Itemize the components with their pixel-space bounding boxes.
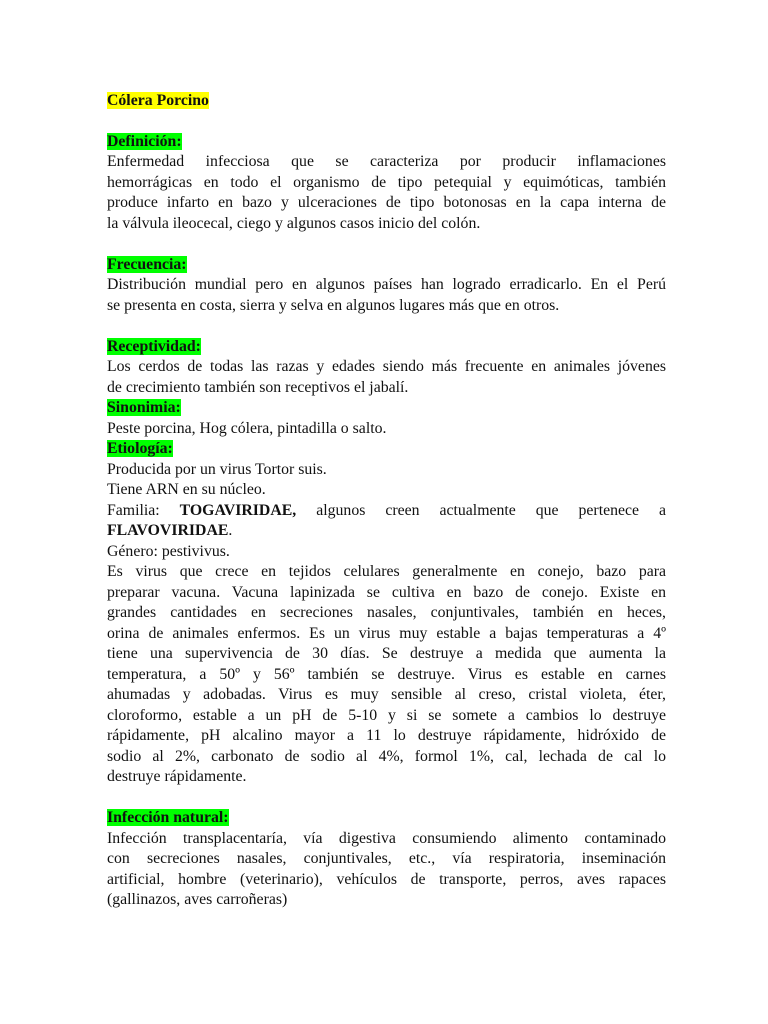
paragraph-line: Enfermedad infecciosa que se caracteriza por producir inflamaciones: [107, 153, 666, 170]
section-heading: Etiología:: [107, 440, 173, 457]
section-infeccion-natural: [107, 808, 666, 911]
paragraph-line: preparar vacuna. Vacuna lapinizada se cultiva en bazo de conejo. Existe en: [107, 583, 666, 601]
paragraph-line: orina de animales enfermos. Es un virus muy estable a bajas temperaturas a 4º: [107, 624, 666, 642]
paragraph-line: destruye rápidamente.: [107, 768, 247, 785]
section-receptividad: [107, 337, 666, 399]
familia-line-cont: FLAVOVIRIDAE.: [107, 522, 233, 539]
paragraph-line: Los cerdos de todas las razas y edades siendo más frecuente en animales jóvenes: [107, 358, 666, 375]
title-highlight: Cólera Porcino: [107, 92, 209, 109]
familia-name: TOGAVIRIDAE,: [179, 501, 297, 519]
paragraph-line: rápidamente, pH alcalino mayor a 11 lo destruye rápidamente, hidróxido de: [107, 727, 666, 744]
section-heading: Infección natural:: [107, 809, 229, 826]
paragraph-line: grandes cantidades en secreciones nasales, conjuntivales, también en heces,: [107, 604, 666, 621]
paragraph-line: Infección transplacentaría, vía digestiva consumiendo alimento contaminado: [107, 829, 666, 847]
document-title: [107, 91, 666, 112]
section-etiologia: [107, 439, 666, 788]
paragraph-line: artificial, hombre (veterinario), vehículos de transporte, perros, aves rapaces: [107, 870, 666, 888]
paragraph-line: con secreciones nasales, conjuntivales, etc., vía respiratoria, inseminación: [107, 850, 666, 867]
paragraph-line: temperatura, a 50º y 56º también se destruye. Virus es estable en carnes: [107, 665, 666, 683]
paragraph-line: produce infarto en bazo y ulceraciones de tipo botonosas en la capa interna de: [107, 194, 666, 211]
section-heading: Receptividad:: [107, 337, 201, 355]
paragraph-line: hemorrágicas en todo el organismo de tipo petequial y equimóticas, también: [107, 173, 666, 191]
paragraph-line: sodio al 2%, carbonato de sodio al 4%, formol 1%, cal, lechada de cal lo: [107, 747, 666, 765]
section-frecuencia: [107, 255, 666, 317]
paragraph-line: ahumadas y adobadas. Virus es muy sensible al creso, cristal violeta, éter,: [107, 686, 666, 703]
section-sinonimia: [107, 398, 666, 439]
section-heading: Definición:: [107, 132, 182, 150]
paragraph-line: cloroformo, estable a un pH de 5-10 y si se somete a cambios lo destruye: [107, 706, 666, 724]
paragraph-line: la válvula ileocecal, ciego y algunos casos inicio del colón.: [107, 214, 481, 232]
paragraph-line: se presenta en costa, sierra y selva en algunos lugares más que en otros.: [107, 296, 560, 314]
paragraph-line: (gallinazos, aves carroñeras): [107, 891, 288, 908]
paragraph-line: Tiene ARN en su núcleo.: [107, 481, 266, 498]
section-definicion: [107, 132, 666, 235]
familia-alt-name: FLAVOVIRIDAE: [107, 522, 229, 539]
paragraph-line: Es virus que crece en tejidos celulares generalmente en conejo, bazo para: [107, 563, 666, 580]
genero-line: Género: pestivivus.: [107, 542, 230, 560]
familia-line: Familia: TOGAVIRIDAE, algunos creen actualmente que pertenece a: [107, 501, 666, 519]
paragraph-line: de crecimiento también son receptivos el jabalí.: [107, 378, 409, 396]
section-heading: Frecuencia:: [107, 255, 187, 273]
paragraph-line: Peste porcina, Hog cólera, pintadilla o salto.: [107, 419, 387, 437]
section-heading: Sinonimia:: [107, 399, 181, 416]
paragraph-line: tiene una supervivencia de 30 días. Se destruye a medida que aumenta la: [107, 645, 666, 662]
paragraph-line: Producida por un virus Tortor suis.: [107, 460, 327, 478]
paragraph-line: Distribución mundial pero en algunos países han logrado erradicarlo. En el Perú: [107, 276, 666, 293]
